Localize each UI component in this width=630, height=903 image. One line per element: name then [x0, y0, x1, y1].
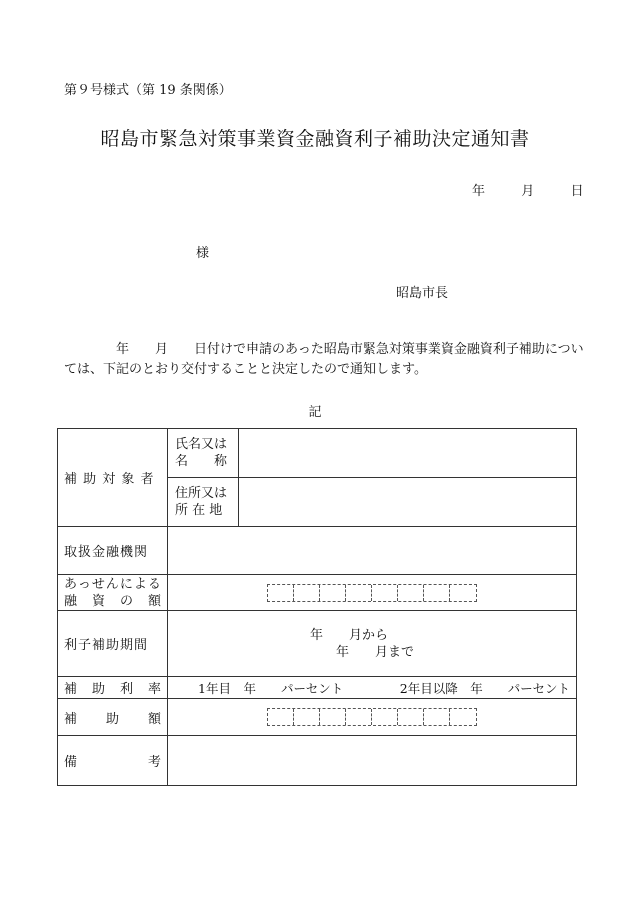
name-label: 氏名又は 名 称 — [168, 429, 239, 478]
target-label: 補 助 対 象 者 — [58, 429, 168, 527]
name-field[interactable] — [239, 429, 577, 478]
ki-heading: 記 — [308, 405, 322, 420]
date-day: 日 — [570, 184, 584, 199]
remarks-field[interactable] — [168, 736, 577, 786]
date-month: 月 — [521, 184, 535, 199]
rate-year1: 1年目 年 パーセント — [198, 680, 344, 696]
bank-label: 取扱金融機関 — [58, 527, 168, 575]
sender: 昭島市長 — [396, 286, 449, 301]
address-label: 住所又は 所 在 地 — [168, 478, 239, 527]
subsidy-table — [57, 428, 577, 786]
period-from: 年 月から — [310, 627, 389, 643]
address-field[interactable] — [239, 478, 577, 527]
rate-year2: 2年目以降 年 パーセント — [399, 680, 570, 696]
table-row — [58, 429, 577, 478]
rate-field — [168, 677, 577, 699]
rate-label: 補 助 利 率 — [58, 677, 168, 699]
form-number: 第９号様式（第 19 条関係） — [64, 83, 232, 98]
table-row — [58, 736, 577, 786]
table-row — [58, 699, 577, 736]
subsidy-amount-field[interactable] — [168, 699, 577, 736]
table-row — [58, 575, 577, 611]
remarks-label: 備 考 — [58, 736, 168, 786]
table-row — [58, 527, 577, 575]
addressee-suffix: 様 — [196, 246, 210, 261]
table-row — [58, 677, 577, 699]
digit-boxes — [267, 584, 477, 602]
loan-label: あっせんによる 融 資 の 額 — [58, 575, 168, 611]
period-to: 年 月まで — [336, 644, 415, 660]
digit-boxes — [267, 708, 477, 726]
document-title: 昭島市緊急対策事業資金融資利子補助決定通知書 — [100, 128, 530, 150]
table-row — [58, 611, 577, 677]
amount-label: 補 助 額 — [58, 699, 168, 736]
period-label: 利子補助期間 — [58, 611, 168, 677]
date-year: 年 — [472, 184, 486, 199]
bank-field[interactable] — [168, 527, 577, 575]
period-field — [168, 611, 577, 677]
body-text: 年 月 日付けで申請のあった昭島市緊急対策事業資金融資利子補助については、下記のとおり交付することと決定したので通知します。 — [64, 342, 584, 377]
loan-amount-field[interactable] — [168, 575, 577, 611]
issue-date — [472, 180, 584, 199]
